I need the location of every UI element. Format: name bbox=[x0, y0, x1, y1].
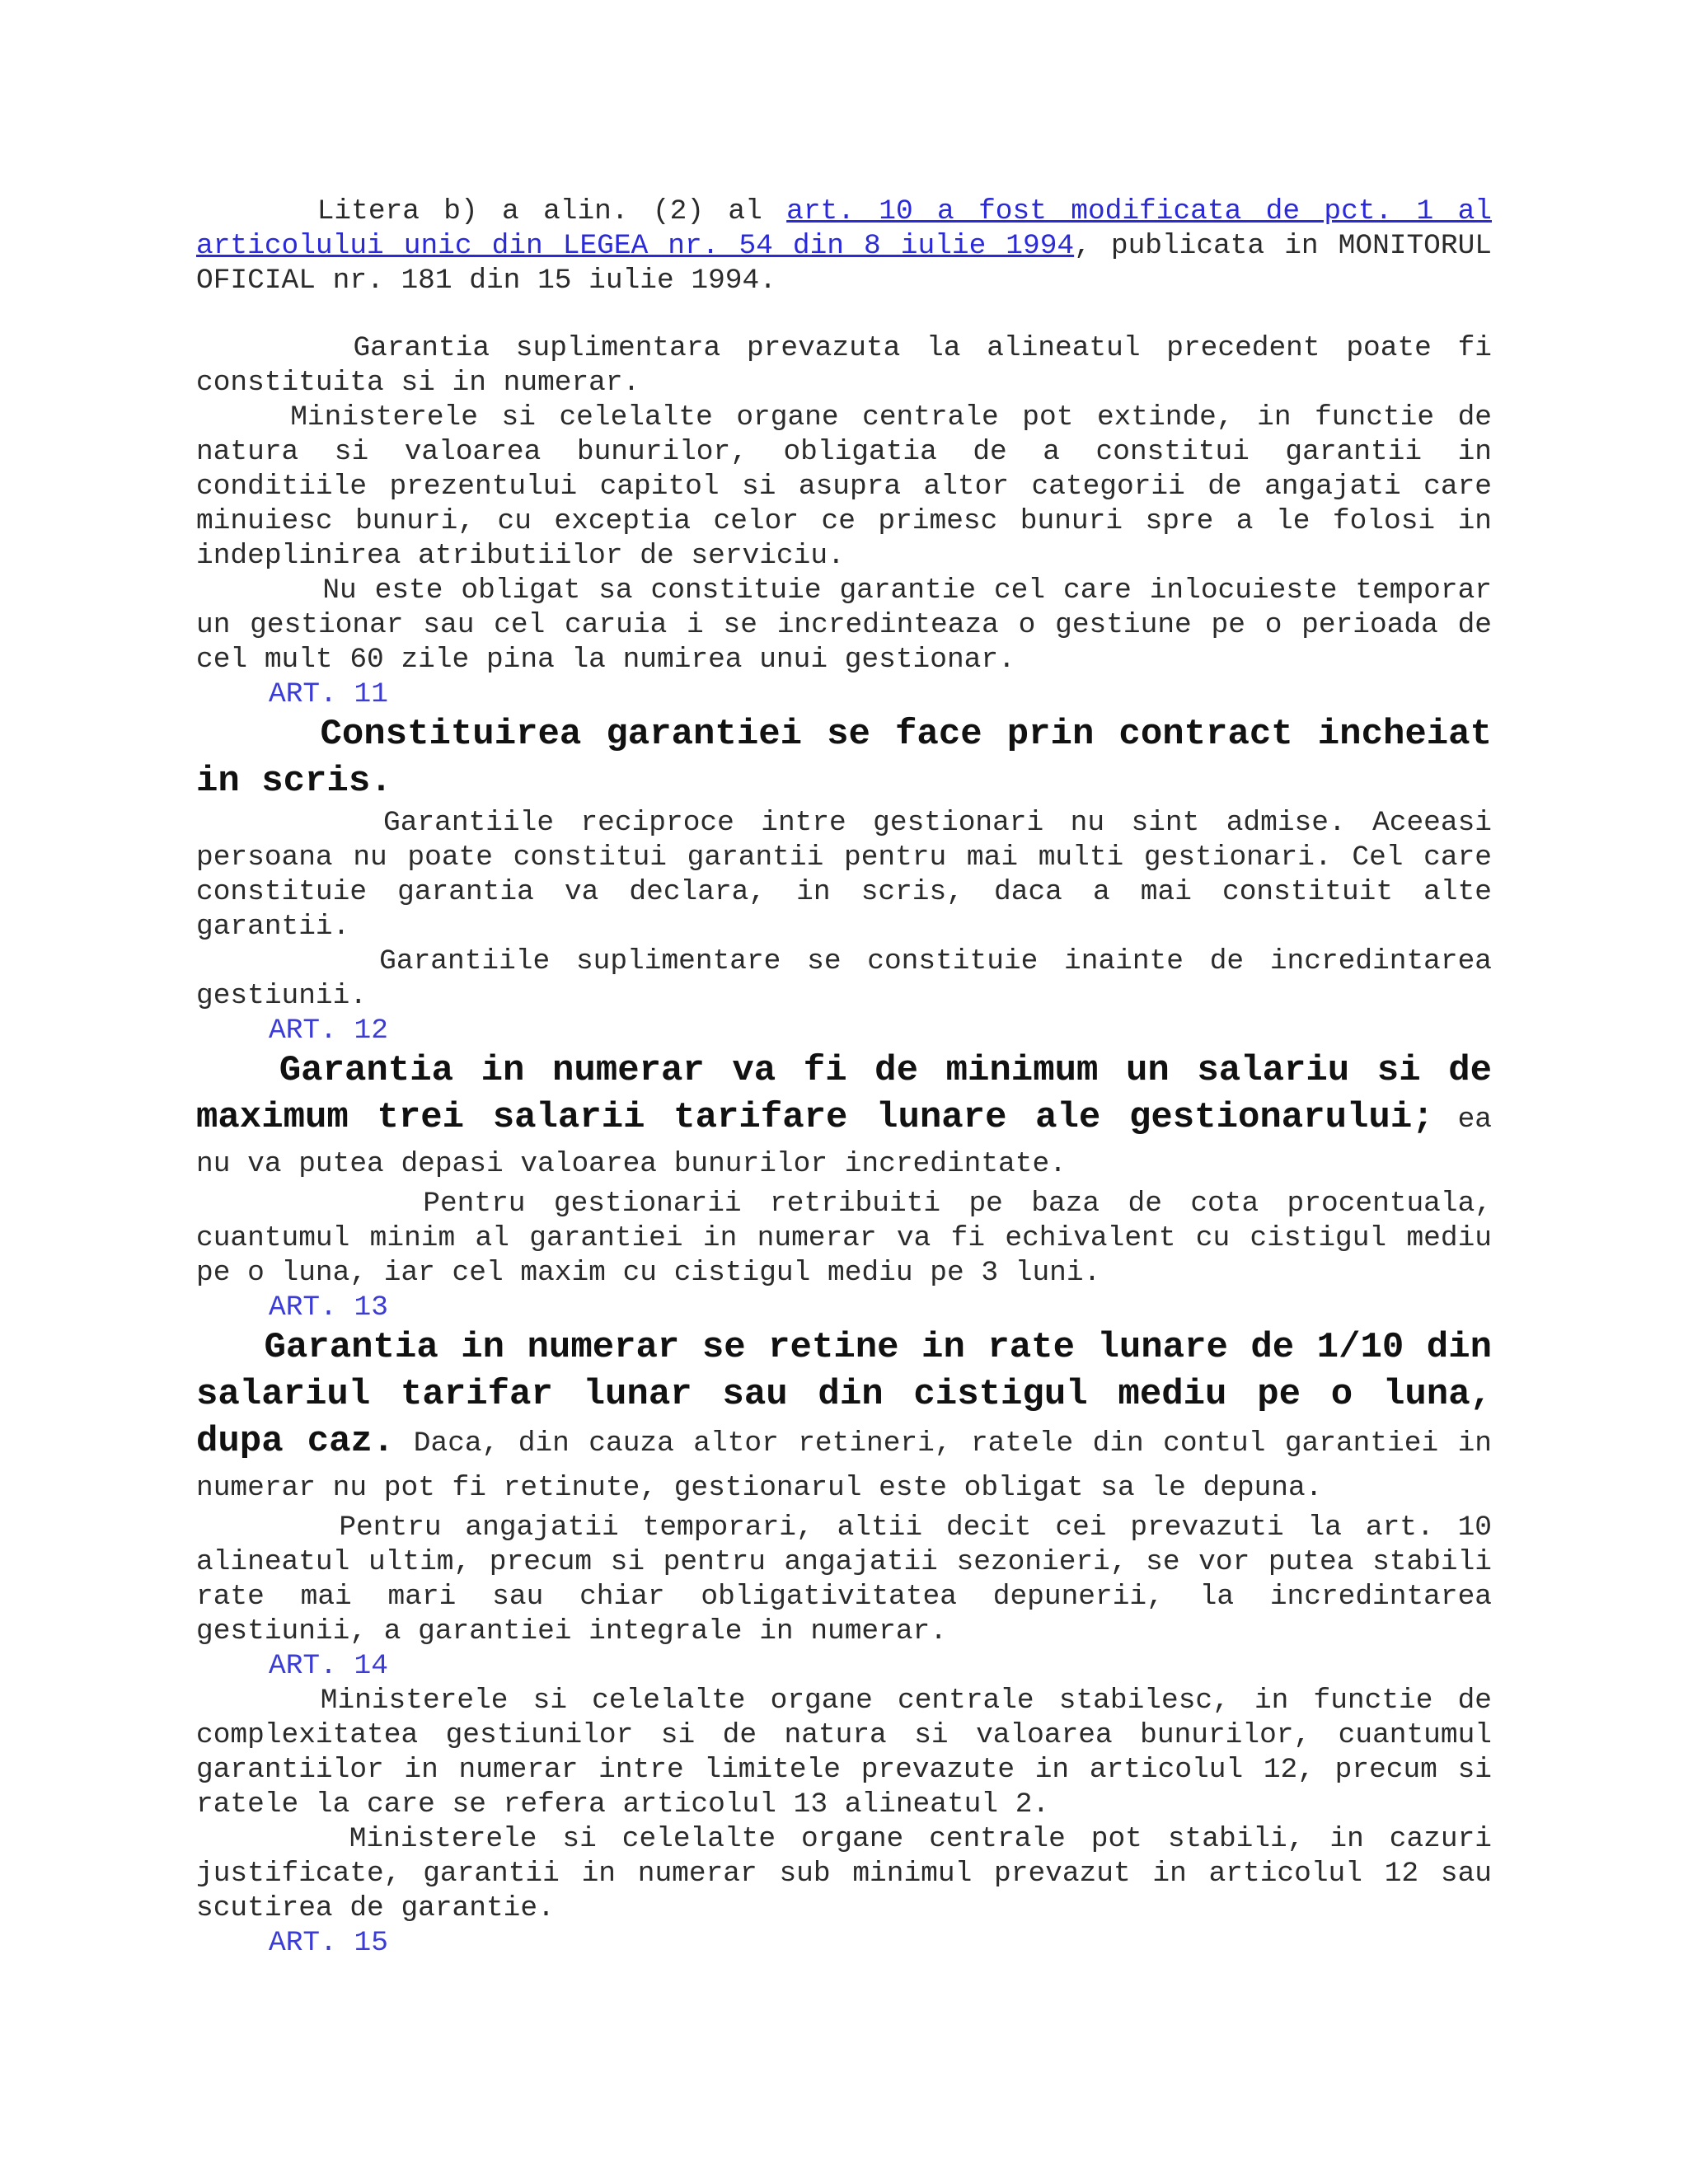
paragraph-not-obligated: Nu este obligat sa constituie garantie cel care inlocuieste temporar un gestionar sau cel caruia i se incredinteaza o gestiune pe o perioada de cel mult 60 zile pina la numirea unui gestionar. bbox=[196, 574, 1509, 676]
article-11-bold: Constituirea garantiei se face prin contract incheiat in scris. bbox=[196, 714, 1514, 802]
paragraph-amendment-note bbox=[196, 194, 1492, 298]
amendment-prefix: Litera b) a alin. (2) al bbox=[196, 195, 787, 227]
article-14-link[interactable]: ART. 14 bbox=[269, 1650, 388, 1682]
article-13-tail: Daca, din cauza altor retineri, ratele din contul garantiei in numerar nu pot fi retinute, gestionarul este obligat sa le depuna. bbox=[196, 1427, 1509, 1504]
article-11-link[interactable]: ART. 11 bbox=[269, 678, 388, 710]
article-12-bold: Garantia in numerar va fi de minimum un salariu si de maximum trei salarii tarifare lunare ale gestionarului; bbox=[196, 1050, 1514, 1138]
document-body bbox=[196, 194, 1514, 1961]
article-13-bold: Garantia in numerar se retine in rate lunare de 1/10 din salariul tarifar lunar sau din cistigul mediu pe o luna, dupa caz. bbox=[196, 1327, 1514, 1462]
article-14-paragraph-1: Ministerele si celelalte organe centrale stabilesc, in functie de complexitatea gestiunilor si de natura si valoarea bunurilor, cuantumul garantiilor in numerar intre limitele prevazute in articolul 12, precum si ratele la care se refera articolul 13 alineatul 2. bbox=[196, 1685, 1509, 1821]
article-15-link[interactable]: ART. 15 bbox=[269, 1927, 388, 1959]
amendment-suffix: , publicata in MONITORUL OFICIAL nr. 181 din 15 iulie 1994. bbox=[196, 230, 1492, 297]
article-13-main-text bbox=[196, 1325, 1514, 1511]
law-reference-link[interactable]: art. 10 a fost modificata de pct. 1 al articolului unic din LEGEA nr. 54 din 8 iulie 1994 bbox=[196, 195, 1492, 262]
article-11-paragraph-1: Garantiile reciproce intre gestionari nu sint admise. Aceeasi persoana nu poate constitui garantii pentru mai multi gestionari. Cel care constituie garantia va declara, in scris, daca a mai constituit alte garantii. bbox=[196, 807, 1509, 943]
paragraph-ministries-extend: Ministerele si celelalte organe centrale pot extinde, in functie de natura si valoarea bunurilor, obligatia de a constitui garantii in conditiile prezentului capitol si asupra altor categorii de angajati care minuiesc bunuri, cu exceptia celor ce primesc bunuri spre a le folosi in indeplinirea atributiilor de serviciu. bbox=[196, 401, 1509, 572]
article-13-link[interactable]: ART. 13 bbox=[269, 1291, 388, 1324]
article-13-paragraph-1: Pentru angajatii temporari, altii decit cei prevazuti la art. 10 alineatul ultim, precum si pentru angajatii sezonieri, se vor putea stabili rate mai mari sau chiar obligativitatea depunerii, la incredintarea gestiunii, a garantiei integrale in numerar. bbox=[196, 1511, 1509, 1647]
paragraph-spacer bbox=[196, 298, 1492, 331]
article-11-paragraph-2: Garantiile suplimentare se constituie inainte de incredintarea gestiunii. bbox=[196, 945, 1509, 1012]
article-11-bold-text bbox=[196, 712, 1514, 806]
article-12-paragraph-1: Pentru gestionarii retribuiti pe baza de cota procentuala, cuantumul minim al garantiei in numerar va fi echivalent cu cistigul mediu pe o luna, iar cel maxim cu cistigul mediu pe 3 luni. bbox=[196, 1188, 1509, 1289]
article-14-paragraph-2: Ministerele si celelalte organe centrale pot stabili, in cazuri justificate, garantii in numerar sub minimul prevazut in articolul 12 sau scutirea de garantie. bbox=[196, 1823, 1509, 1924]
paragraph-supplementary-guarantee: Garantia suplimentara prevazuta la alineatul precedent poate fi constituita si in numerar. bbox=[196, 332, 1509, 399]
article-12-link[interactable]: ART. 12 bbox=[269, 1015, 388, 1047]
article-12-main-text bbox=[196, 1048, 1514, 1187]
article-12-tail: ea nu va putea depasi valoarea bunurilor incredintate. bbox=[196, 1104, 1509, 1180]
